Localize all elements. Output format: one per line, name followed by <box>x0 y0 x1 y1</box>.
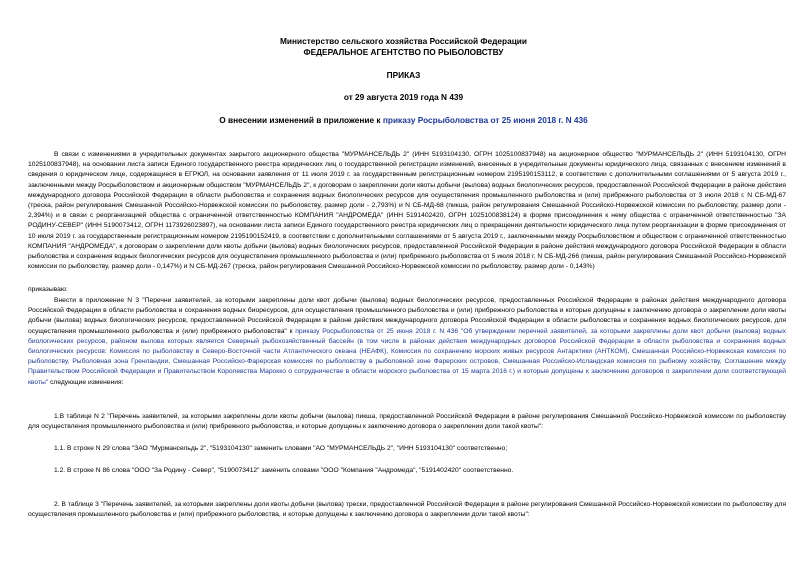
amendment-paragraph <box>28 296 786 388</box>
ministry-title: Министерство сельского хозяйства Российской Федерации <box>280 36 527 46</box>
document-title-prefix: О внесении изменений в приложение к <box>219 115 383 125</box>
document-title <box>0 115 807 126</box>
document-date-number: от 29 августа 2019 года N 439 <box>343 92 464 102</box>
item-2-paragraph: 2. В таблице 3 "Перечень заявителей, за которыми закреплены доли квоты добычи (вылова) трески, предоставленной Российской Федерации в районе регулирования Смешанной Российско-Норвежской комиссии по рыболовству для осуществления промышленного рыболовства и (или) прибрежного рыболовства, и которые допущены к заключению договора о закреплении доли такой квоты": <box>28 501 786 519</box>
item-1-paragraph: 1.В таблице N 2 "Перечень заявителей, за которыми закреплены доли квоты добычи (вылова) пикша, предоставленной Российской Федерации в районе регулирования Смешанной Российско-Норвежской комиссии по рыболовству для осуществления промышленного рыболовства и (или) прибрежного рыболовства, и которые допущены к заключению договора о закреплении доли такой квоты": <box>28 413 786 431</box>
amendment-text-start: Внести в приложение N 3 "Перечни заявителей, за которыми закреплены доли квот добычи (вылова) водных биологических ресурсов, предоставленных Российской Федерации в районах действия международного договора Российской Федерации в области рыболовства и сохранения водных биоресурсов, для осуществления промышленного рыболовства и (или) прибрежного рыболовства и которые допущены к заключению договора о закреплении доли квоты добычи (вылова) водных биологических ресурсов, предоставленной Российской Федерации в районе действия международного договора Российской Федерации в области рыболовства и сохранения водных биологических ресурсов, для осуществления промышленного рыболовства и (или) прибрежного рыболовства" к <box>28 297 786 335</box>
item-1-2-paragraph: 1.2. В строке N 86 слова "ООО "За Родину - Север", "5190073412" заменить словами "ООО "Компания "Андромеда", "5191402420" соответственно. <box>54 467 514 474</box>
agency-title: ФЕДЕРАЛЬНОЕ АГЕНТСТВО ПО РЫБОЛОВСТВУ <box>303 47 504 57</box>
item-1-1-paragraph: 1.1. В строке N 29 слова "ЗАО "Мурмансельдь 2", "5193104130" заменить словами "АО "МУРМАНСЕЛЬДЬ 2", "ИНН 5193104130" соответственно; <box>54 445 508 452</box>
preamble-paragraph: В связи с изменениями в учредительных документах закрытого акционерного общества "МУРМАНСЕЛЬДЬ 2" (ИНН 5193104130, ОГРН 1025100837948) на акционерное общество "МУРМАНСЕЛЬДЬ 2" (ИНН 5193104130, ОГРН 1025100837948), на основании листа записи Единого государственного реестра юридических лиц о государственной регистрации изменений, внесенных в учредительные документы юридического лица, связанных с внесением изменений в сведения о юридическом лице, содержащиеся в ЕГРЮЛ, на основании заявления от 11 июля 2019 г. за государственным регистрационным номером 2195190153112, в соответствии с дополнительными соглашениями от 5 августа 2019 г., заключенными между Росрыболовством и акционерным обществом "МУРМАНСЕЛЬДЬ 2", к договорам о закреплении доли квоты добычи (вылова) водных биологических ресурсов, предоставленной Российской Федерации в районе действия международного договора Российской Федерации в области рыболовства и сохранения водных биологических ресурсов для осуществления промышленного рыболовства и (или) прибрежного рыболовства от 3 июля 2018 г. N СБ-МД-67 (треска, район регулирования Смешанной Российско-Норвежской комиссии по рыболовству, размер доли - 2,793%) и N СБ-МД-68 (пикша, район регулирования Смешанной Российско-Норвежской комиссии по рыболовству, размер доли - 2,394%) и в связи с реорганизацией общества с ограниченной ответственностью КОМПАНИЯ "АНДРОМЕДА" (ИНН 5191402420, ОГРН 1025100838124) в форме присоединения к нему общества с ограниченной ответственностью "ЗА РОДИНУ-СЕВЕР" (ИНН 5190073412, ОГРН 1173926023897), на основании листа записи Единого государственного реестра юридических лиц о прекращении деятельности юридического лица путем реорганизации в форме присоединения от 10 июля 2019 г. за государственным регистрационным номером 2195190152419, в соответствии с дополнительными соглашениями от 5 августа 2019 г., заключенными между Росрыболовством и обществом с ограниченной ответственностью КОМПАНИЯ "АНДРОМЕДА", к договорам о закреплении доли квоты добычи (вылова) водных биологических ресурсов, предоставленной Российской Федерации в районе действия международного договора Российской Федерации в области рыболовства и сохранения водных биологических ресурсов для осуществления промышленного рыболовства и (или) прибрежного рыболовства от 5 июля 2018 г. N СБ-МД-266 (пикша, район регулирования Смешанной Российско-Норвежской комиссии по рыболовству, размер доли - 0,147%) и N СБ-МД-267 (треска, район регулирования Смешанной Российско-Норвежской комиссии по рыболовству, размер доли - 0,143%) <box>28 151 786 271</box>
title-order-link[interactable]: приказу Росрыболовства от 25 июня 2018 г. N 436 <box>382 115 588 125</box>
document-type: ПРИКАЗ <box>386 70 421 80</box>
order-436-link[interactable]: приказу Росрыболовства от 25 июня 2018 г. N 436 "Об утверждении перечней заявителей, за которыми закреплены доли квот добычи (вылова) водных биологических ресурсов, районом вылова которых является Северный рыбохозяйственный бассейн (в том числе в районах действия международных договоров Российской Федерации в области рыболовства и сохранения водных биологических ресурсов: Комиссия по рыболовству в Северо-Восточной части Атлантического океана (НЕАФК), Комиссия по сохранению морских живых ресурсов Антарктики (АНТКОМ), Смешанная Российско-Норвежская комиссия по рыболовству, Рыболовная зона Гренландии, Смешанная Российско-Фарерская комиссия по рыболовству в рыболовной зоне Фарерских островов, Смешанная Российско-Исландская комиссия по рыбному хозяйству, Соглашение между Правительством Российской Федерации и Правительством Королевства Марокко о сотрудничестве в области морского рыболовства от 15 марта 2016 г.) и которые допущены к заключению договоров о закреплении доли соответствующей квоты" <box>28 327 786 386</box>
prikazyvayu-label: приказываю: <box>28 286 68 293</box>
amendment-text-end: следующие изменения: <box>48 378 124 386</box>
